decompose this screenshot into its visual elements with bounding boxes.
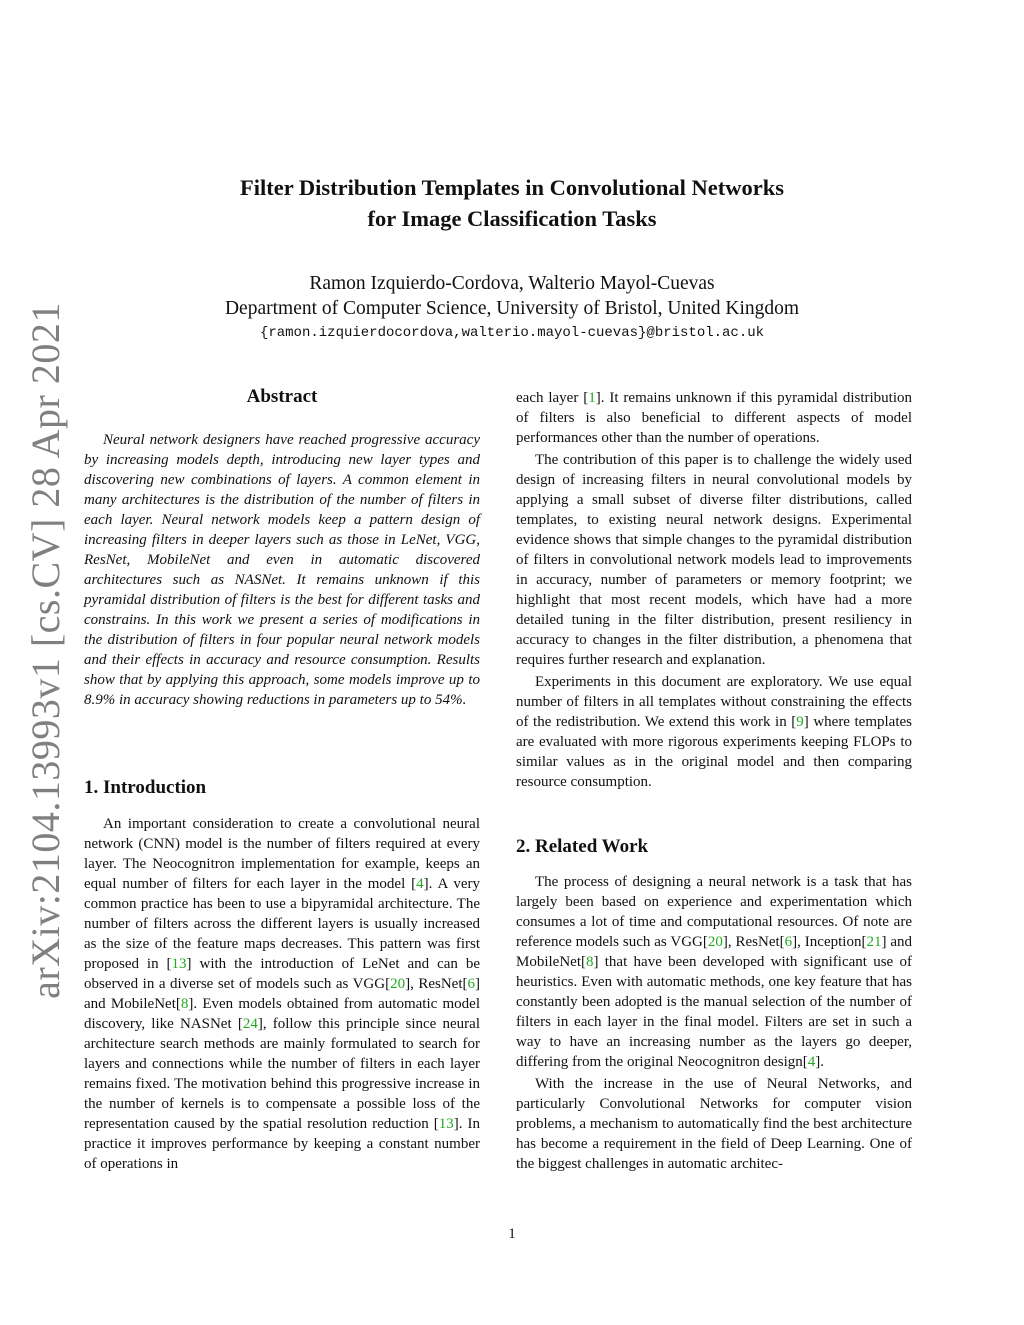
citation-link[interactable]: 4: [416, 876, 424, 892]
text-run: ]. It remains unknown if this pyramidal distribution of filters is also beneficial to different aspects of model performances other than the number of operations.: [516, 390, 912, 446]
text-run: An important consideration to create a convolutional neural network (CNN) model is the number of filters required at every layer. The Neocognitron implementation for example, keeps an equal number of filters for each layer in the model [: [84, 816, 480, 892]
author-affiliation: Department of Computer Science, University of Bristol, United Kingdom: [224, 298, 800, 319]
author-block: [0, 271, 1024, 345]
text-run: The process of designing a neural network is a task that has largely been based on experience and experimentation which consumes a lot of time and computational resources. Of note are reference models such as VGG[: [516, 874, 912, 950]
citation-link[interactable]: 20: [390, 976, 406, 992]
citation-link[interactable]: 9: [796, 714, 804, 730]
contribution-paragraph: The contribution of this paper is to challenge the widely used design of increasing filters in neural convolutional models by applying a small subset of diverse filter distributions, called templates, to existing neural network designs. Experimental evidence shows that simple changes to the pyramidal distribution of filters in convolutional network models lead to improvements in accuracy, number of parameters or memory footprint; we highlight that most recent models, which have had a more detailed tuning in the filter distribution, present resiliency in accuracy to changes in the filter distribution, a phenomena that requires further research and explanation.: [516, 452, 912, 668]
right-column-body: [516, 388, 912, 794]
citation-link[interactable]: 13: [438, 1116, 454, 1132]
text-run: ] and MobileNet[: [84, 976, 480, 1012]
paper-title: [0, 172, 1024, 234]
citation-link[interactable]: 13: [171, 956, 187, 972]
experiments-paragraph: [516, 672, 912, 792]
citation-link[interactable]: 20: [707, 934, 723, 950]
text-run: ] and MobileNet[: [516, 934, 912, 970]
title-line-2: for Image Classification Tasks: [367, 206, 657, 231]
author-names: Ramon Izquierdo-Cordova, Walterio Mayol-Cuevas: [309, 273, 715, 294]
introduction-paragraph: [84, 814, 480, 1174]
text-run: ]. A very common practice has been to use a bipyramidal architecture. The number of filters across the different layers is usually increased as the size of the feature maps decreases. This pattern was first proposed in [: [84, 876, 480, 972]
related-work-heading: 2. Related Work: [516, 836, 649, 857]
arxiv-id: arXiv:2104.13993v1 [cs.CV] 28 Apr 2021: [22, 301, 68, 999]
citation-link[interactable]: 8: [585, 954, 594, 970]
text-run: ], follow this principle since neural architecture search methods are mainly formulated to search for layers and connections while the number of filters in each layer remains fixed. The motivation behind this progressive increase in the number of kernels is to compensate a possible loss of the representation caused by the spatial resolution reduction [: [84, 1016, 480, 1132]
text-run: Experiments in this document are exploratory. We use equal number of filters in all templates without constraining the effects of the redistribution. We extend this work in [: [516, 674, 912, 730]
related-work-body: [516, 872, 912, 1176]
text-run: ]. In practice it improves performance by keeping a constant number of operations in: [84, 1116, 480, 1172]
text-run: each layer [: [516, 390, 589, 406]
continued-paragraph: [516, 388, 912, 448]
text-run: ], ResNet[: [405, 976, 468, 992]
citation-link[interactable]: 6: [784, 934, 793, 950]
citation-link[interactable]: 8: [180, 996, 189, 1012]
introduction-body: [84, 814, 480, 1176]
title-line-1: Filter Distribution Templates in Convolutional Networks: [240, 175, 784, 200]
citation-link[interactable]: 1: [588, 390, 596, 406]
text-run: ] that have been developed with significant use of heuristics. Even with automatic methods, one key feature that has constantly been adopted is the manual selection of the number of filters in each layer in the final model. Filters are set in such a way to have an increasing number as the layers go deeper, differing from the original Neocognitron design[: [516, 954, 912, 1070]
citation-link[interactable]: 21: [866, 934, 882, 950]
author-email: {ramon.izquierdocordova,walterio.mayol-cuevas}@bristol.ac.uk: [259, 325, 765, 341]
abstract-text: Neural network designers have reached progressive accuracy by increasing models depth, introducing new layer types and discovering new combinations of layers. A common element in many architectures is the distribution of the number of filters in each layer. Neural network models keep a pattern design of increasing filters in deeper layers such as those in LeNet, VGG, ResNet, MobileNet and even in automatic discovered architectures such as NASNet. It remains unknown if this pyramidal distribution of filters is the best for different tasks and constrains. In this work we present a series of modifications in the distribution of filters in four popular neural network models and their effects in accuracy and resource consumption. Results show that by applying this approach, some models improve up to 8.9% in accuracy showing reductions in parameters up to 54%.: [84, 432, 480, 708]
related-work-paragraph: [516, 872, 912, 1072]
text-run: ] with the introduction of LeNet and can be observed in a diverse set of models such as VGG[: [84, 956, 480, 992]
citation-link[interactable]: 24: [242, 1016, 258, 1032]
introduction-heading: 1. Introduction: [84, 777, 207, 798]
text-run: ] where templates are evaluated with more rigorous experiments keeping FLOPs to similar values as in the original model and then comparing resource consumption.: [516, 714, 912, 790]
text-run: ], ResNet[: [722, 934, 785, 950]
related-work-paragraph: With the increase in the use of Neural Networks, and particularly Convolutional Networks for computer vision problems, a mechanism to automatically find the best architecture has become a requirement in the field of Deep Learning. One of the biggest challenges in automatic architec-: [516, 1076, 912, 1172]
text-run: ], Inception[: [792, 934, 867, 950]
abstract-heading: Abstract: [246, 386, 318, 407]
arxiv-stamp: [10, 301, 80, 999]
text-run: ]. Even models obtained from automatic model discovery, like NASNet [: [84, 996, 480, 1032]
citation-link[interactable]: 4: [807, 1054, 816, 1070]
page-number: 1: [508, 1226, 516, 1242]
text-run: ].: [815, 1054, 824, 1070]
citation-link[interactable]: 6: [467, 976, 475, 992]
